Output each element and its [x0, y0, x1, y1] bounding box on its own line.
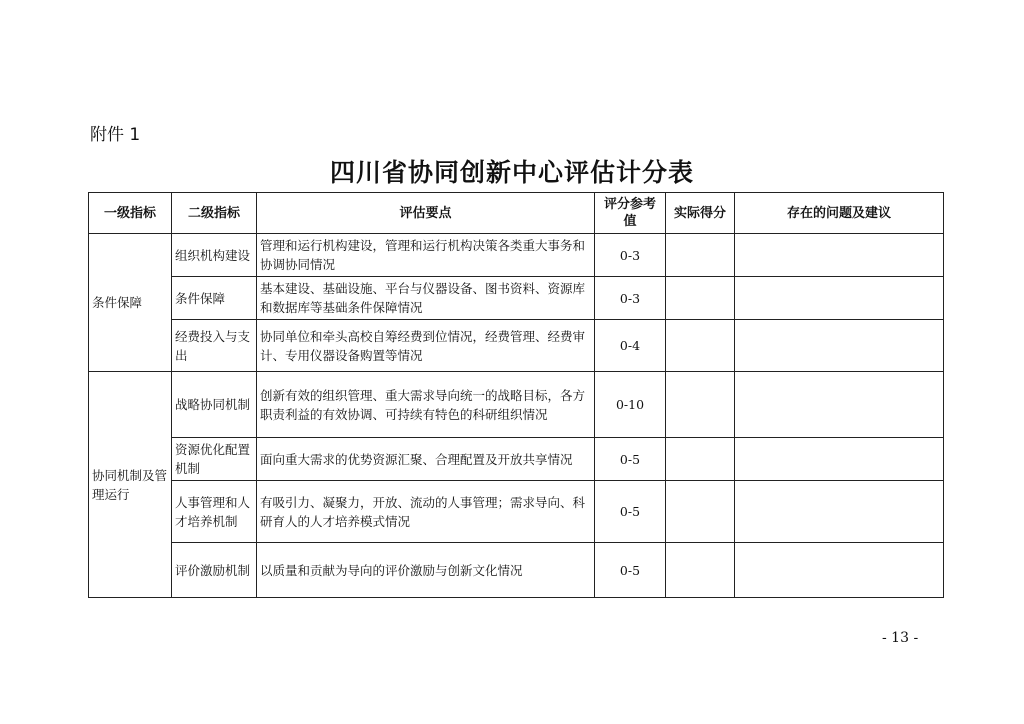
page-number: - 13 -: [882, 630, 919, 646]
table-row: [89, 372, 944, 438]
level2-cell: 组织机构建设: [172, 234, 257, 277]
table-row: [89, 481, 944, 543]
points-cell: 管理和运行机构建设，管理和运行机构决策各类重大事务和协调协同情况: [257, 234, 595, 277]
table-row: [89, 438, 944, 481]
score-range-cell: 0-5: [595, 438, 666, 481]
score-range-cell: 0-3: [595, 234, 666, 277]
actual-score-cell[interactable]: [666, 438, 735, 481]
actual-score-cell[interactable]: [666, 320, 735, 372]
header-level2: 二级指标: [172, 193, 257, 234]
header-issues: 存在的问题及建议: [735, 193, 944, 234]
evaluation-table: [88, 192, 944, 598]
score-range-cell: 0-10: [595, 372, 666, 438]
points-cell: 协同单位和牵头高校自筹经费到位情况，经费管理、经费审计、专用仪器设备购置等情况: [257, 320, 595, 372]
issues-cell[interactable]: [735, 481, 944, 543]
level2-cell: 资源优化配置机制: [172, 438, 257, 481]
issues-cell[interactable]: [735, 234, 944, 277]
level1-cell: 协同机制及管理运行: [89, 372, 172, 598]
table-row: [89, 234, 944, 277]
level2-cell: 人事管理和人才培养机制: [172, 481, 257, 543]
level2-cell: 评价激励机制: [172, 543, 257, 598]
issues-cell[interactable]: [735, 320, 944, 372]
table-row: [89, 320, 944, 372]
actual-score-cell[interactable]: [666, 543, 735, 598]
score-range-cell: 0-5: [595, 481, 666, 543]
header-points: 评估要点: [257, 193, 595, 234]
score-range-cell: 0-5: [595, 543, 666, 598]
level2-cell: 经费投入与支出: [172, 320, 257, 372]
attachment-label: 附件 1: [90, 125, 141, 145]
actual-score-cell[interactable]: [666, 277, 735, 320]
level1-cell: 条件保障: [89, 234, 172, 372]
level2-cell: 条件保障: [172, 277, 257, 320]
table-row: [89, 543, 944, 598]
level2-cell: 战略协同机制: [172, 372, 257, 438]
points-cell: 以质量和贡献为导向的评价激励与创新文化情况: [257, 543, 595, 598]
issues-cell[interactable]: [735, 372, 944, 438]
header-actual-score: 实际得分: [666, 193, 735, 234]
page-title: 四川省协同创新中心评估计分表: [329, 158, 694, 187]
points-cell: 基本建设、基础设施、平台与仪器设备、图书资料、资源库和数据库等基础条件保障情况: [257, 277, 595, 320]
header-score-range: 评分参考值: [595, 193, 666, 234]
points-cell: 创新有效的组织管理、重大需求导向统一的战略目标，各方职责利益的有效协调、可持续有特色的科研组织情况: [257, 372, 595, 438]
issues-cell[interactable]: [735, 277, 944, 320]
points-cell: 面向重大需求的优势资源汇聚、合理配置及开放共享情况: [257, 438, 595, 481]
table-row: [89, 277, 944, 320]
points-cell: 有吸引力、凝聚力，开放、流动的人事管理；需求导向、科研育人的人才培养模式情况: [257, 481, 595, 543]
issues-cell[interactable]: [735, 438, 944, 481]
score-range-cell: 0-3: [595, 277, 666, 320]
actual-score-cell[interactable]: [666, 234, 735, 277]
issues-cell[interactable]: [735, 543, 944, 598]
header-level1: 一级指标: [89, 193, 172, 234]
table-header-row: [89, 193, 944, 234]
actual-score-cell[interactable]: [666, 481, 735, 543]
actual-score-cell[interactable]: [666, 372, 735, 438]
score-range-cell: 0-4: [595, 320, 666, 372]
